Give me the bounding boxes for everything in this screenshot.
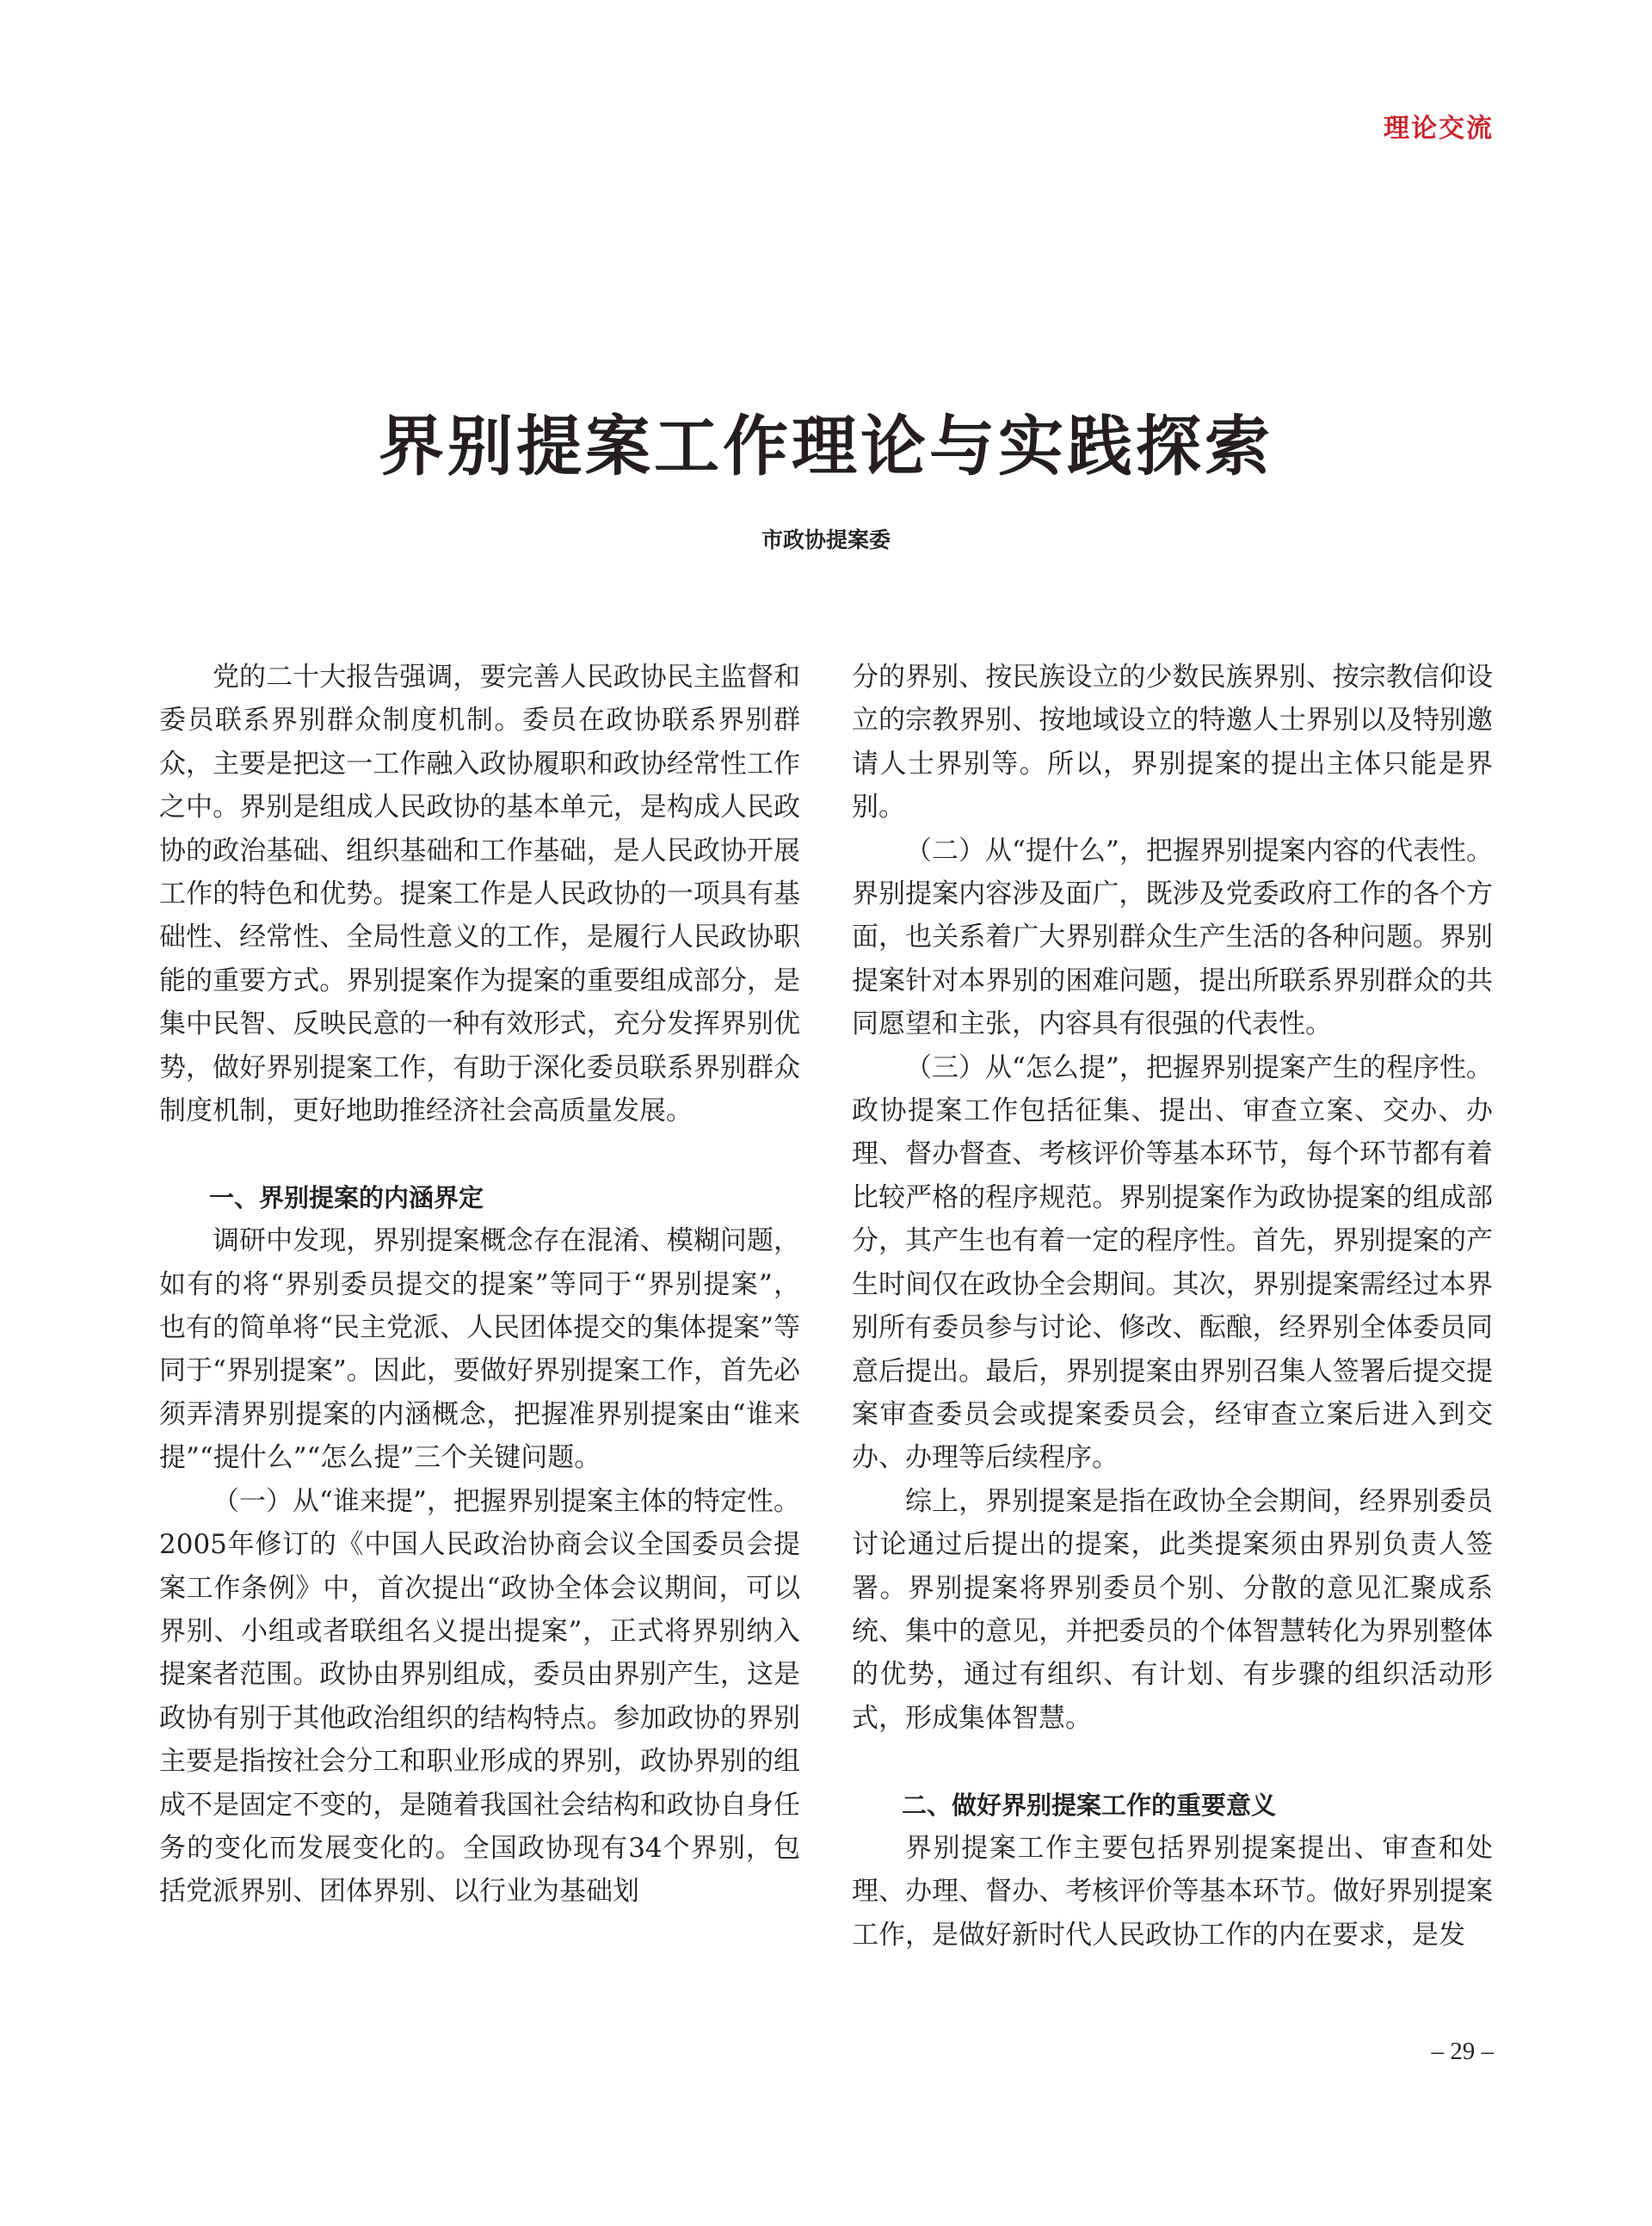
- paragraph: 界别提案工作主要包括界别提案提出、审查和处理、办理、督办、考核评价等基本环节。做好界别提案工作，是做好新时代人民政协工作的内在要求，是发: [852, 1832, 1493, 1951]
- paragraph: 调研中发现，界别提案概念存在混淆、模糊问题，如有的将“界别委员提交的提案”等同于“界别提案”，也有的简单将“民主党派、人民团体提交的集体提案”等同于“界别提案”。因此，要做好界别提案工作，首先必须弄清界别提案的内涵概念，把握准界别提案由“谁来提”“提什么”“怎么提”三个关键问题。: [159, 1225, 800, 1474]
- page-number: – 29 –: [1431, 2038, 1494, 2065]
- paragraph: 分的界别、按民族设立的少数民族界别、按宗教信仰设立的宗教界别、按地域设立的特邀人士界别以及特别邀请人士界别等。所以，界别提案的提出主体只能是界别。: [852, 662, 1493, 823]
- paragraph: （二）从“提什么”，把握界别提案内容的代表性。界别提案内容涉及面广，既涉及党委政府工作的各个方面，也关系着广大界别群众生产生活的各种问题。界别提案针对本界别的困难问题，提出所联系界别群众的共同愿望和主张，内容具有很强的代表性。: [852, 835, 1493, 1040]
- paragraph: 综上，界别提案是指在政协全会期间，经界别委员讨论通过后提出的提案，此类提案须由界别负责人签署。界别提案将界别委员个别、分散的意见汇聚成系统、集中的意见，并把委员的个体智慧转化为界别整体的优势，通过有组织、有计划、有步骤的组织活动形式，形成集体智慧。: [852, 1485, 1493, 1734]
- article-title: 界别提案工作理论与实践探索: [379, 408, 1273, 484]
- paragraph: （三）从“怎么提”，把握界别提案产生的程序性。政协提案工作包括征集、提出、审查立案、交办、办理、督办督查、考核评价等基本环节，每个环节都有着比较严格的程序规范。界别提案作为政协提案的组成部分，其产生也有着一定的程序性。首先，界别提案的产生时间仅在政协全会期间。其次，界别提案需经过本界别所有委员参与讨论、修改、酝酿，经界别全体委员同意后提出。最后，界别提案由界别召集人签署后提交提案审查委员会或提案委员会，经审查立案后进入到交办、办理等后续程序。: [852, 1051, 1493, 1474]
- paragraph: （一）从“谁来提”，把握界别提案主体的特定性。2005年修订的《中国人民政治协商会议全国委员会提案工作条例》中，首次提出“政协全体会议期间，可以界别、小组或者联组名义提出提案”，正式将界别纳入提案者范围。政协由界别组成，委员由界别产生，这是政协有别于其他政治组织的结构特点。参加政协的界别主要是指按社会分工和职业形成的界别，政协界别的组成不是固定不变的，是随着我国社会结构和政协自身任务的变化而发展变化的。全国政协现有34个界别，包括党派界别、团体界别、以行业为基础划: [159, 1485, 800, 1908]
- section-tag: 理论交流: [1384, 114, 1494, 144]
- article-author: 市政协提案委: [761, 527, 891, 552]
- left-column: [159, 656, 800, 1914]
- right-column: [852, 656, 1493, 1957]
- section-heading: 二、做好界别提案工作的重要意义: [902, 1790, 1277, 1820]
- section-heading: 一、界别提案的内涵界定: [209, 1182, 484, 1212]
- paragraph: 党的二十大报告强调，要完善人民政协民主监督和委员联系界别群众制度机制。委员在政协联系界别群众，主要是把这一工作融入政协履职和政协经常性工作之中。界别是组成人民政协的基本单元，是构成人民政协的政治基础、组织基础和工作基础，是人民政协开展工作的特色和优势。提案工作是人民政协的一项具有基础性、经常性、全局性意义的工作，是履行人民政协职能的重要方式。界别提案作为提案的重要组成部分，是集中民智、反映民意的一种有效形式，充分发挥界别优势，做好界别提案工作，有助于深化委员联系界别群众制度机制，更好地助推经济社会高质量发展。: [159, 662, 800, 1127]
